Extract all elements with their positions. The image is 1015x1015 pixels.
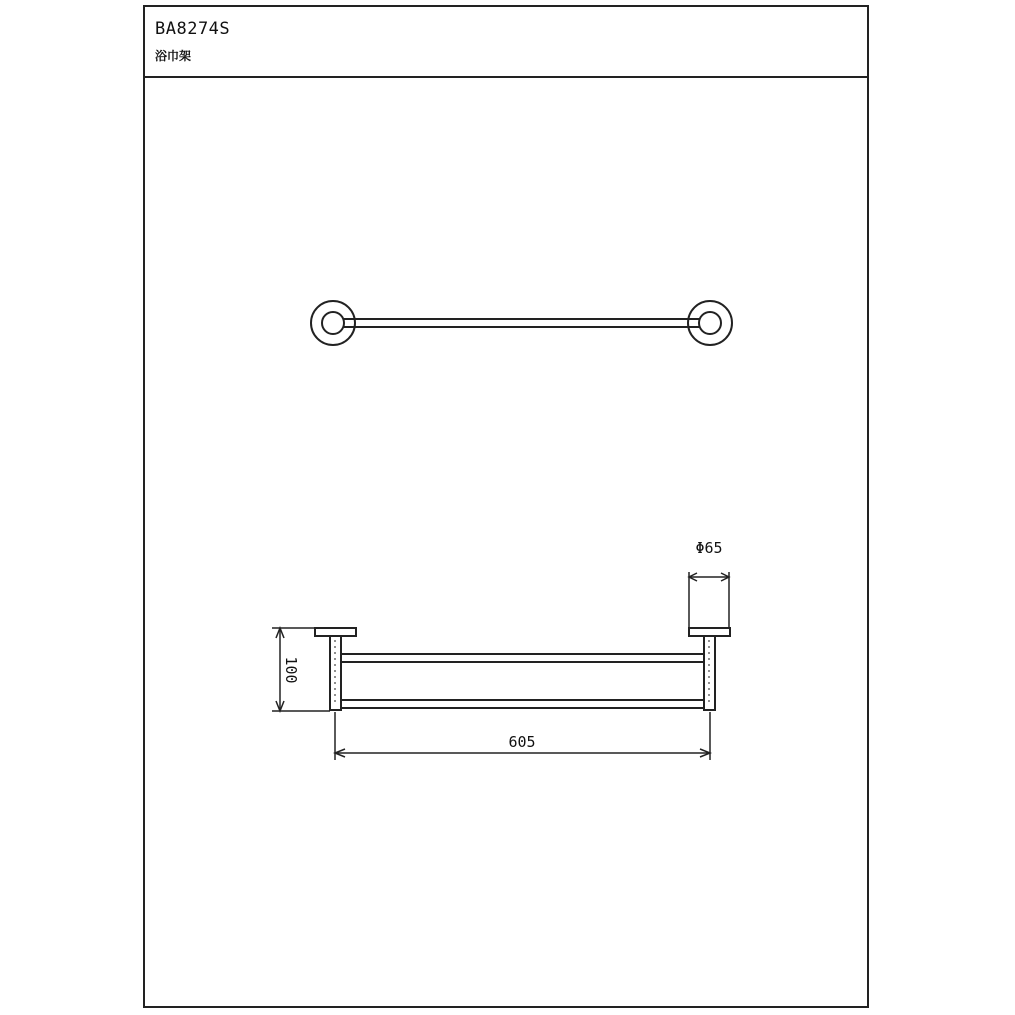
right-base-inner — [699, 312, 721, 334]
top-view — [311, 301, 732, 345]
right-base-outer — [688, 301, 732, 345]
length-label: 605 — [508, 733, 536, 751]
front-view — [315, 628, 730, 710]
left-base-outer — [311, 301, 355, 345]
left-base-plate — [315, 628, 356, 636]
right-base-plate — [689, 628, 730, 636]
height-label: 100 — [282, 656, 300, 684]
diameter-dimension — [689, 572, 729, 628]
model-code: BA8274S — [155, 19, 231, 39]
height-dimension — [272, 628, 330, 711]
product-name: 浴巾架 — [155, 49, 192, 63]
diameter-label: Φ65 — [695, 539, 723, 557]
left-base-inner — [322, 312, 344, 334]
